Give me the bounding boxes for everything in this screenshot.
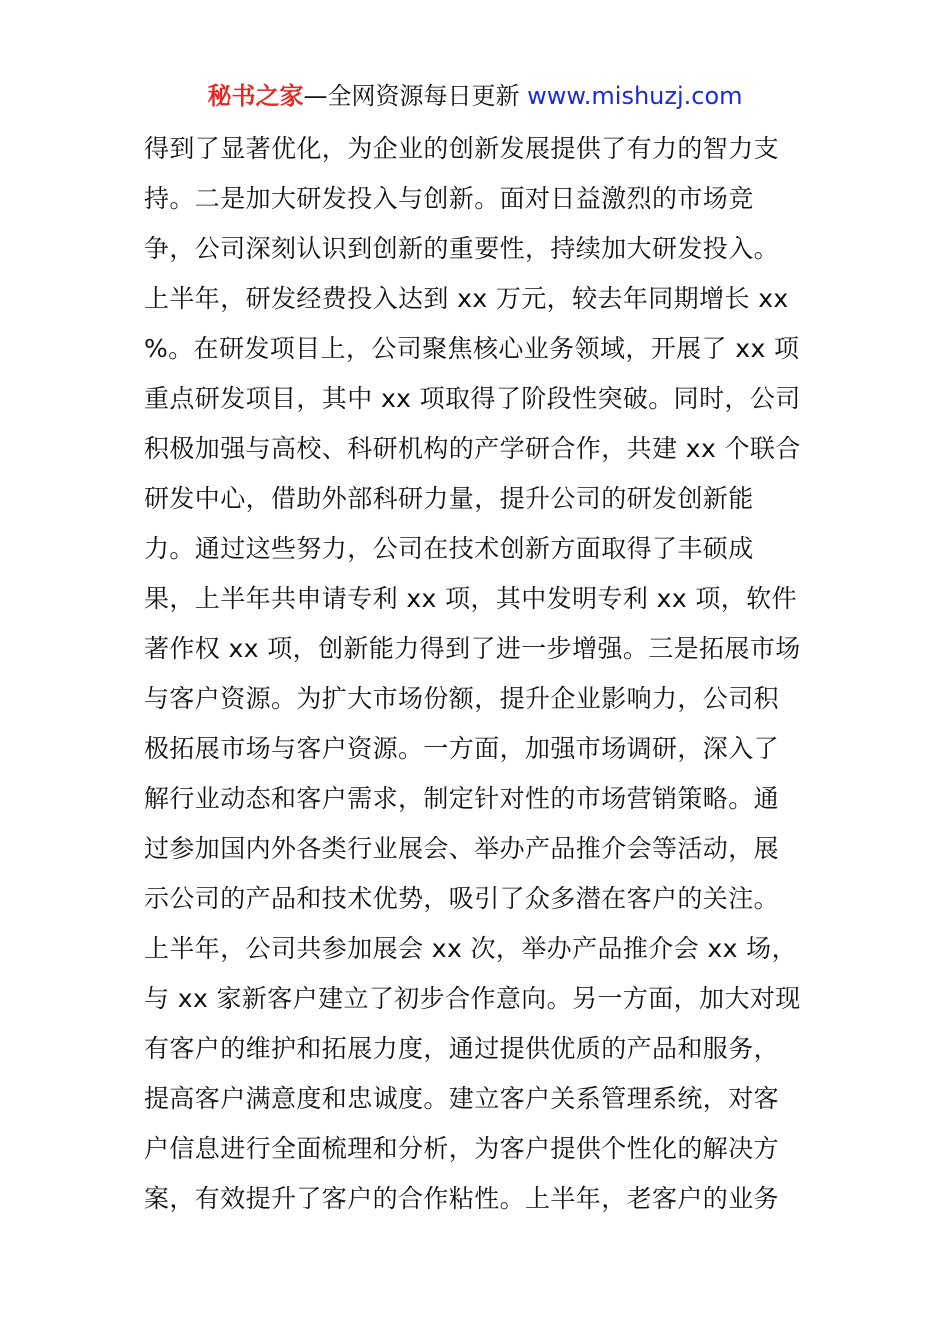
page-header (0, 80, 950, 112)
body-line: 重点研发项目，其中 xx 项取得了阶段性突破。同时，公司 (144, 384, 801, 413)
body-line: 户信息进行全面梳理和分析，为客户提供个性化的解决方 (144, 1134, 780, 1163)
body-line: 极拓展市场与客户资源。一方面，加强市场调研，深入了 (144, 734, 780, 763)
body-line: 力。通过这些努力，公司在技术创新方面取得了丰硕成 (144, 534, 754, 563)
body-line: 果，上半年共申请专利 xx 项，其中发明专利 xx 项，软件 (144, 584, 797, 613)
body-line: 上半年，公司共参加展会 xx 次，举办产品推介会 xx 场， (144, 934, 797, 963)
header-tagline: —全网资源每日更新 (303, 82, 520, 110)
body-line: 示公司的产品和技术优势，吸引了众多潜在客户的关注。 (144, 884, 780, 913)
body-line: 研发中心，借助外部科研力量，提升公司的研发创新能 (144, 484, 754, 513)
body-line: 与 xx 家新客户建立了初步合作意向。另一方面，加大对现 (144, 984, 801, 1013)
body-line: 过参加国内外各类行业展会、举办产品推介会等活动，展 (144, 834, 780, 863)
document-body (144, 124, 814, 1224)
body-line: 争，公司深刻认识到创新的重要性，持续加大研发投入。 (144, 234, 780, 263)
body-line: 积极加强与高校、科研机构的产学研合作，共建 xx 个联合 (144, 434, 801, 463)
body-line: 上半年，研发经费投入达到 xx 万元，较去年同期增长 xx (144, 284, 789, 313)
body-line: 得到了显著优化，为企业的创新发展提供了有力的智力支 (144, 134, 780, 163)
body-line: 有客户的维护和拓展力度，通过提供优质的产品和服务， (144, 1034, 780, 1063)
body-line: 著作权 xx 项，创新能力得到了进一步增强。三是拓展市场 (144, 634, 801, 663)
body-line: 持。二是加大研发投入与创新。面对日益激烈的市场竞 (144, 184, 754, 213)
body-line: %。在研发项目上，公司聚焦核心业务领域，开展了 xx 项 (144, 334, 800, 363)
body-line: 解行业动态和客户需求，制定针对性的市场营销策略。通 (144, 784, 780, 813)
body-line: 与客户资源。为扩大市场份额，提升企业影响力，公司积 (144, 684, 780, 713)
body-line: 提高客户满意度和忠诚度。建立客户关系管理系统，对客 (144, 1084, 780, 1113)
site-url-link[interactable]: www.mishuzj.com (527, 82, 743, 110)
brand-name: 秘书之家 (207, 82, 304, 110)
body-line: 案，有效提升了客户的合作粘性。上半年，老客户的业务 (144, 1184, 780, 1213)
